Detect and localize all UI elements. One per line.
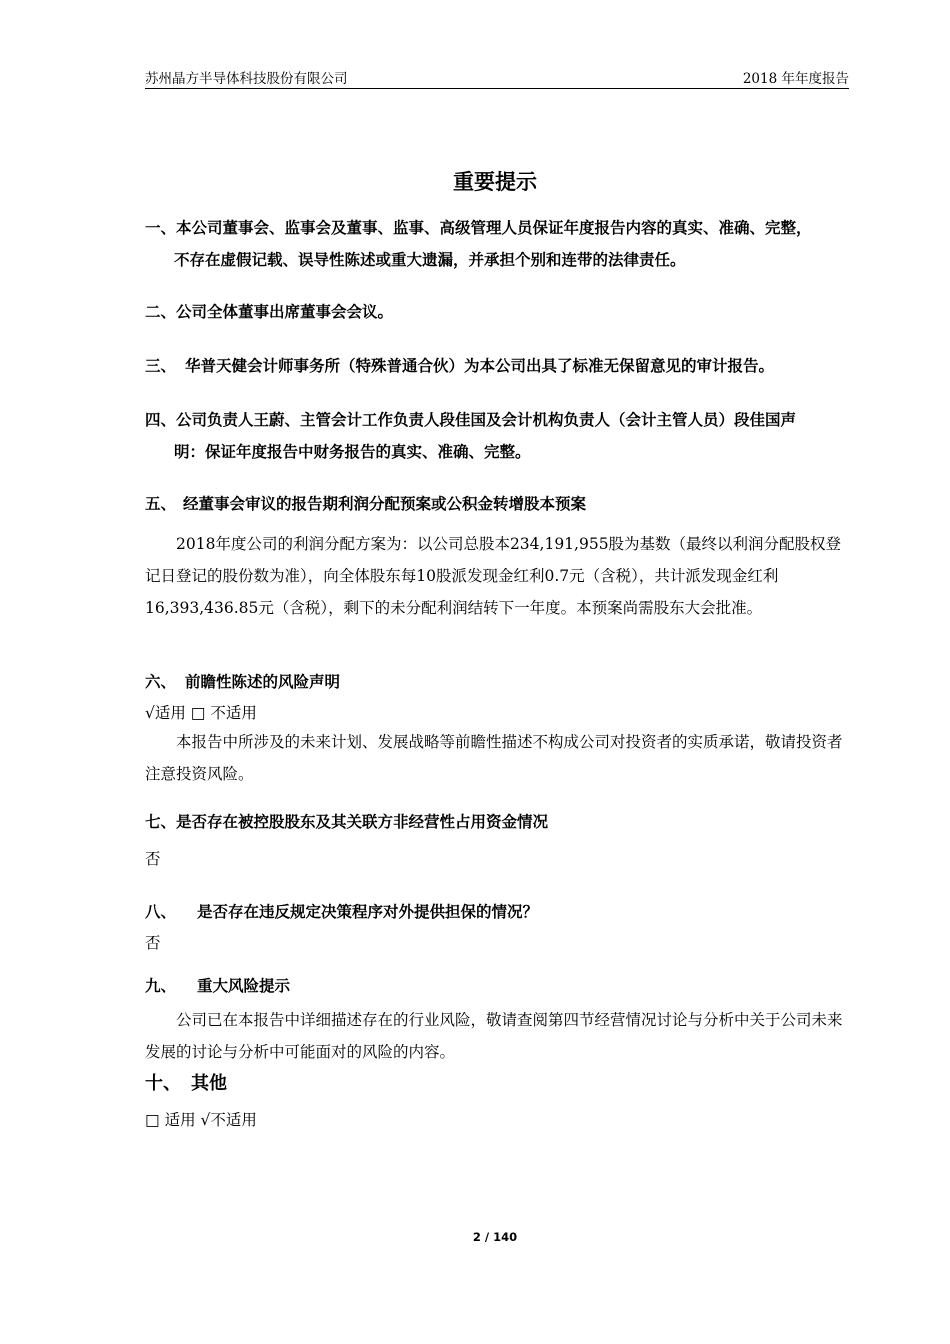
section-8-answer: 否 [145, 934, 161, 952]
section-10-number: 十、 [145, 1073, 181, 1094]
section-9-title: 重大风险提示 [197, 977, 291, 995]
section-5-number: 五、 [145, 495, 177, 513]
page-number: 2 / 140 [472, 1230, 518, 1244]
section-5-title: 经董事会审议的报告期利润分配预案或公积金转增股本预案 [183, 495, 587, 513]
section-1 [145, 212, 851, 276]
section-6-heading [145, 666, 851, 698]
section-7-answer: 否 [145, 850, 161, 868]
section-8-title: 是否存在违反规定决策程序对外提供担保的情况？ [197, 903, 539, 921]
section-8-number: 八、 [145, 903, 177, 921]
section-5-heading [145, 488, 851, 520]
page-header [145, 64, 849, 89]
section-3-number: 三、 [145, 357, 177, 375]
page-title: 重要提示 [453, 170, 537, 194]
section-5-body: 2018年度公司的利润分配方案为：以公司总股本234,191,955股为基数（最终以利润分配股权登记日登记的股份数为准），向全体股东每10股派发现金红利0.7元（含税），共计派发现金红利16,393,436.85元（含税），剩下的未分配利润结转下一年度。本预案尚需股东大会批准。 [145, 535, 842, 617]
section-4 [145, 404, 851, 468]
section-7-heading: 七、是否存在被控股股东及其关联方非经营性占用资金情况 [145, 813, 549, 831]
section-10-heading [145, 1068, 851, 1100]
section-4-line-1: 四、公司负责人王蔚、主管会计工作负责人段佳国及会计机构负责人（会计主管人员）段佳国声 [145, 411, 797, 429]
section-9-heading [145, 970, 851, 1002]
header-company-name: 苏州晶方半导体科技股份有限公司 [145, 71, 348, 87]
section-10-title: 其他 [191, 1073, 227, 1094]
section-3-text: 华普天健会计师事务所（特殊普通合伙）为本公司出具了标准无保留意见的审计报告。 [185, 357, 775, 375]
section-6-number: 六、 [145, 673, 177, 691]
section-2: 二、公司全体董事出席董事会会议。 [145, 303, 394, 321]
section-9-number: 九、 [145, 977, 177, 995]
section-3 [145, 350, 851, 382]
section-6-applicability: √适用 □ 不适用 [145, 704, 257, 722]
section-10-applicability: □ 适用 √不适用 [145, 1111, 257, 1129]
section-6-body: 本报告中所涉及的未来计划、发展战略等前瞻性描述不构成公司对投资者的实质承诺，敬请投资者注意投资风险。 [145, 733, 843, 783]
section-4-line-2: 明：保证年度报告中财务报告的真实、准确、完整。 [174, 443, 531, 461]
section-8-heading [145, 896, 851, 928]
section-1-line-2: 不存在虚假记载、误导性陈述或重大遗漏，并承担个别和连带的法律责任。 [174, 251, 686, 269]
section-1-line-1: 一、本公司董事会、监事会及董事、监事、高级管理人员保证年度报告内容的真实、准确、完整， [145, 219, 812, 237]
section-6-title: 前瞻性陈述的风险声明 [185, 673, 341, 691]
header-report-title: 2018 年年度报告 [742, 71, 849, 87]
section-9-body: 公司已在本报告中详细描述存在的行业风险，敬请查阅第四节经营情况讨论与分析中关于公司未来发展的讨论与分析中可能面对的风险的内容。 [145, 1011, 843, 1061]
